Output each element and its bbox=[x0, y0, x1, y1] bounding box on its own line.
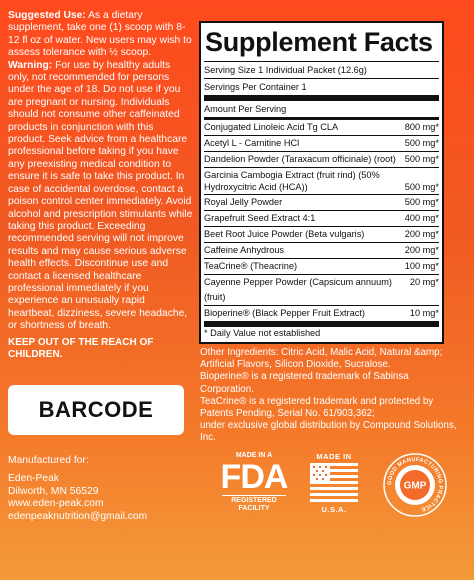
ingredient-amount: 500 mg* bbox=[404, 182, 439, 192]
other-ingredients: Other Ingredients: Citric Acid, Malic Acid, Natural &amp; Artificial Flavors, Silicon Dioxide, Sucralose. bbox=[200, 347, 443, 371]
ingredient-name: Grapefruit Seed Extract 4:1 bbox=[204, 213, 316, 223]
ingredient-amount: 500 mg* bbox=[404, 138, 439, 148]
ingredient-amount: 400 mg* bbox=[404, 213, 439, 223]
ingredient-name: Caffeine Anhydrous bbox=[204, 245, 285, 255]
ingredient-name: TeaCrine® (Theacrine) bbox=[204, 261, 298, 271]
ingredient-row bbox=[204, 168, 439, 194]
manufacturer-address: Dilworth, MN 56529 bbox=[8, 485, 99, 497]
ingredient-amount: 100 mg* bbox=[404, 261, 439, 271]
ingredient-amount: 200 mg* bbox=[404, 229, 439, 239]
gmp-ring-text: GOOD MANUFACTURING PRACTICE bbox=[386, 456, 444, 513]
ingredient-row bbox=[204, 136, 439, 151]
ingredient-name: Beet Root Juice Powder (Beta vulgaris) bbox=[204, 229, 365, 239]
gmp-badge bbox=[382, 452, 448, 518]
fda-badge-bottom-text: REGISTERED FACILITY bbox=[231, 497, 277, 512]
manufacturer-website: www.eden-peak.com bbox=[8, 498, 104, 510]
supplement-facts-title: Supplement Facts bbox=[205, 27, 433, 57]
manufacturer-email: edenpeaknutrition@gmail.com bbox=[8, 510, 148, 522]
suggested-use-label: Suggested Use: bbox=[8, 10, 86, 21]
ingredient-amount: 200 mg* bbox=[404, 245, 439, 255]
suggested-use-text: As a dietary supplement, take one (1) scoop with 8-12 fl oz of water. New users may wish to assess tolerance with ½ scoop. bbox=[8, 10, 192, 59]
teacrine-trademark-note: TeaCrine® is a registered trademark and protected by Patents Pending, Serial No. 61/903,362; bbox=[200, 395, 434, 420]
ingredient-amount: 500 mg* bbox=[404, 154, 439, 164]
barcode-placeholder: BARCODE bbox=[8, 385, 184, 435]
usa-badge-bottom-text: U.S.A. bbox=[321, 505, 347, 514]
fda-facility-badge bbox=[218, 452, 290, 524]
warning-text: For use by healthy adults only, not recommended for persons under the age of 18. Do not use if you are pregnant or nursing. Individuals should not consume other caffeinated products in conjunction with this product. Seek advice from a healthcare professional before taking if you have any preexisting medical condition to ensure it is safe to take this product. In case of accidental overdose, contact a poison control center immediately. Avoid alcohol and prescription stimulants while taking this product. Exceeding recommended serving will not improve results and may cause serious adverse health effects. Discontinue use and contact a licensed healthcare professional immediately if you experience an unusually rapid heartbeat, dizziness, severe headache, or shortness of breath. bbox=[8, 59, 193, 332]
servings-per-container: Servings Per Container 1 bbox=[204, 82, 307, 92]
ingredient-row bbox=[204, 243, 439, 258]
warning-label: Warning: bbox=[8, 59, 53, 71]
suggested-use-paragraph bbox=[8, 10, 193, 60]
ingredient-amount: 800 mg* bbox=[404, 122, 439, 132]
ingredient-row bbox=[204, 152, 439, 167]
serving-size: Serving Size 1 Individual Packet (12.6g) bbox=[204, 65, 367, 75]
ingredient-name: Acetyl L - Carnitine HCl bbox=[204, 138, 300, 148]
ingredient-row bbox=[204, 211, 439, 226]
usa-badge-top-text: MADE IN bbox=[316, 452, 352, 461]
certification-badges bbox=[0, 452, 474, 542]
daily-value-note: * Daily Value not established bbox=[204, 328, 321, 338]
us-flag-icon bbox=[310, 463, 358, 503]
supplement-facts-panel bbox=[199, 21, 444, 344]
bioperine-trademark-note: Bioperine® is a registered trademark of Sabinsa Corporation. bbox=[200, 371, 409, 395]
ingredient-amount: 10 mg* bbox=[409, 308, 439, 318]
ingredient-name: Cayenne Pepper Powder (Capsicum annuum)(fruit) bbox=[204, 277, 392, 302]
manufacturer-name: Eden-Peak bbox=[8, 473, 59, 485]
ingredient-name: Conjugated Linoleic Acid Tg CLA bbox=[204, 122, 339, 132]
ingredient-row bbox=[204, 227, 439, 242]
ingredient-name: Bioperine® (Black Pepper Fruit Extract) bbox=[204, 308, 365, 318]
distribution-note: under exclusive global distribution by Compound Solutions, Inc. bbox=[200, 420, 457, 444]
made-in-usa-badge bbox=[303, 452, 365, 524]
ingredient-amount: 20 mg* bbox=[409, 277, 439, 287]
fda-badge-logo-text: FDA bbox=[220, 458, 288, 496]
ingredient-row bbox=[204, 306, 439, 321]
warning-paragraph bbox=[8, 60, 193, 333]
ingredient-row bbox=[204, 195, 439, 210]
ingredient-row bbox=[204, 120, 439, 135]
ingredient-row bbox=[204, 259, 439, 274]
manufacturer-heading: Manufactured for: bbox=[8, 455, 89, 466]
ingredient-name: Royal Jelly Powder bbox=[204, 197, 283, 207]
keep-out-notice: KEEP OUT OF THE REACH OF CHILDREN. bbox=[8, 336, 154, 360]
gmp-seal-icon bbox=[382, 452, 448, 518]
ingredient-name: Garcinia Cambogia Extract (fruit rind) (50% Hydroxycitric Acid (HCA)) bbox=[204, 170, 380, 192]
other-ingredients-block bbox=[200, 347, 462, 445]
ingredient-amount: 500 mg* bbox=[404, 197, 439, 207]
amount-per-serving-header: Amount Per Serving bbox=[204, 104, 287, 114]
ingredient-name: Dandelion Powder (Taraxacum officinale) (root) bbox=[204, 154, 396, 164]
gmp-center-text: GMP bbox=[403, 480, 427, 492]
fda-badge-top-text: MADE IN A bbox=[235, 452, 273, 459]
directions-and-warnings bbox=[8, 10, 193, 361]
ingredient-row bbox=[204, 275, 439, 305]
